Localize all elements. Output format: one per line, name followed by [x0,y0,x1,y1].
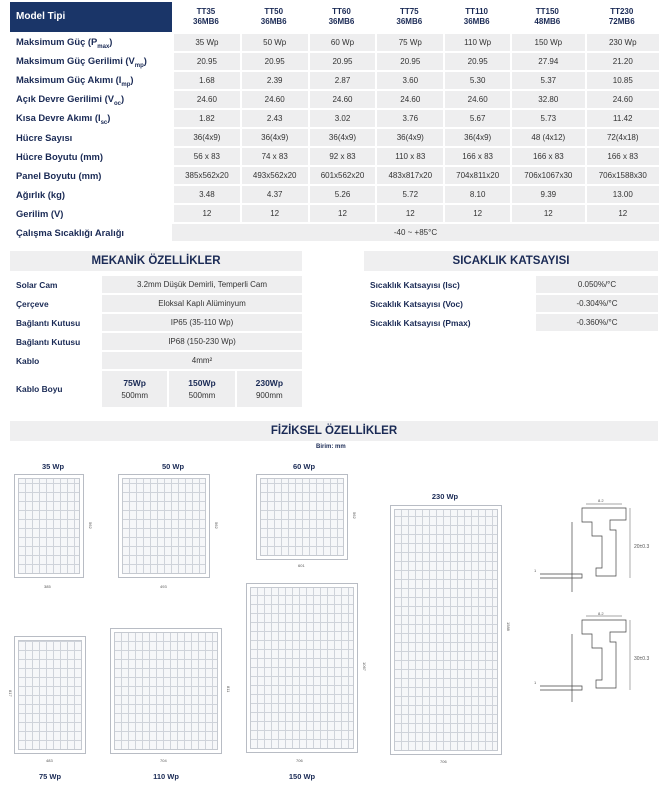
spec-row [10,129,659,146]
spec-cell: 3.02 [308,110,376,127]
sicaklik-label: Sıcaklık Katsayısı (Isc) [370,279,460,290]
panel-150-width: 706 [296,758,303,763]
spec-cell: 2.87 [308,72,376,89]
model-header: TT110 36MB6 [443,2,510,32]
spec-cell: 20.95 [443,53,510,70]
profile-top-c: 1 [534,568,537,573]
spec-row [10,186,659,203]
spec-cell: 11.42 [585,110,659,127]
spec-cell: 13.00 [585,186,659,203]
sicaklik-value: -0.360%/°C [536,314,658,331]
spec-cell: 20.95 [308,53,376,70]
mekanik-row [10,352,302,369]
panel-35-drawing [14,474,84,578]
panel-60-width: 601 [298,563,305,568]
spec-cell: 166 x 83 [443,148,510,165]
panel-75-label: 75 Wp [38,772,62,781]
kablo-cell: 75Wp 500mm [121,378,148,400]
sicaklik-label: Sıcaklık Katsayısı (Pmax) [370,317,471,328]
spec-row-label: Ağırlık (kg) [10,186,172,203]
spec-cell: 36(4x9) [240,129,308,146]
kablo-boyu-values [102,371,302,407]
mekanik-row [10,333,302,350]
spec-row-label: Maksimum Güç $(P_{max})$ [10,34,172,51]
profile-top-b: 20±0.3 [634,544,650,550]
spec-cell: 706x1588x30 [585,167,659,184]
spec-cell: 10.85 [585,72,659,89]
model-header: TT230 72MB6 [585,2,659,32]
spec-cell: 1.82 [172,110,240,127]
spec-cell: 36(4x9) [308,129,376,146]
spec-cell: 8.10 [443,186,510,203]
spec-cell: 5.73 [510,110,584,127]
mekanik-title: MEKANİK ÖZELLİKLER [10,251,302,271]
spec-cell: 12 [443,205,510,222]
spec-row [10,91,659,108]
spec-cell: 24.60 [585,91,659,108]
panel-150-height: 1067 [362,662,367,671]
spec-row-label: Maksimum Güç Akımı $(I_{mp})$ [10,72,172,89]
mekanik-section [10,276,302,409]
spec-cell: 5.72 [375,186,443,203]
panel-60-label: 60 Wp [292,462,316,471]
mekanik-value: 4mm² [102,352,302,369]
panel-230-label: 230 Wp [431,492,459,501]
panel-60-drawing [256,474,348,560]
spec-cell: 12 [510,205,584,222]
spec-cell: 166 x 83 [585,148,659,165]
frame-profile-top-drawing [530,496,658,604]
spec-cell: 35 Wp [172,34,240,51]
spec-cell: 21.20 [585,53,659,70]
spec-cell: 24.60 [308,91,376,108]
spec-cell: 2.39 [240,72,308,89]
spec-cell: 5.26 [308,186,376,203]
panel-50-width: 493 [160,584,167,589]
spec-row-label: Gerilim (V) [10,205,172,222]
spec-cell: 12 [308,205,376,222]
spec-cell: 5.37 [510,72,584,89]
profile-top-a: 8.2 [598,498,604,503]
spec-cell: 24.60 [172,91,240,108]
mekanik-value: IP68 (150-230 Wp) [102,333,302,350]
kablo-cell: 150Wp 500mm [167,371,234,407]
mekanik-label: Solar Cam [16,279,58,290]
fiziksel-title: FİZİKSEL ÖZELLİKLER [10,421,658,441]
spec-row [10,34,659,51]
spec-cell: 5.67 [443,110,510,127]
spec-row [10,167,659,184]
spec-row-label: Hücre Sayısı [10,129,172,146]
spec-cell: 12 [172,205,240,222]
spec-cell: 74 x 83 [240,148,308,165]
frame-profile-bottom-drawing [530,610,658,706]
model-type-header: Model Tipi [10,2,172,32]
panel-75-drawing [14,636,86,754]
panel-230-width: 706 [440,759,447,764]
sicaklik-value: -0.304%/°C [536,295,658,312]
model-header: TT60 36MB6 [308,2,376,32]
temp-range-value: -40 ~ +85°C [172,224,659,241]
spec-cell: 601x562x20 [308,167,376,184]
panel-60-height: 562 [352,512,357,519]
spec-row-label: Hücre Boyutu (mm) [10,148,172,165]
spec-cell: 483x817x20 [375,167,443,184]
mekanik-row [10,314,302,331]
panel-110-width: 704 [160,758,167,763]
panel-35-height: 562 [88,522,93,529]
mekanik-value: Eloksal Kaplı Alüminyum [102,295,302,312]
spec-row [10,53,659,70]
panel-35-label: 35 Wp [41,462,65,471]
model-header: TT75 36MB6 [375,2,443,32]
profile-bottom-a: 8.2 [598,611,604,616]
spec-cell: 24.60 [240,91,308,108]
temp-range-label: Çalışma Sıcaklığı Aralığı [10,224,172,241]
spec-cell: 24.60 [443,91,510,108]
spec-cell: 56 x 83 [172,148,240,165]
spec-cell: 12 [585,205,659,222]
spec-cell: 72(4x18) [585,129,659,146]
spec-cell: 32.80 [510,91,584,108]
spec-cell: 706x1067x30 [510,167,584,184]
units-note: Birim: mm [316,444,346,450]
spec-row-label: Açık Devre Gerilimi $(V_{oc})$ [10,91,172,108]
spec-cell: 20.95 [240,53,308,70]
panel-75-width: 483 [46,758,53,763]
panel-230-drawing [390,505,502,755]
panel-150-drawing [246,583,358,753]
spec-row-temp [10,224,659,241]
mekanik-label: Bağlantı Kutusu [16,336,81,347]
spec-cell: 5.30 [443,72,510,89]
spec-cell: 166 x 83 [510,148,584,165]
panel-50-drawing [118,474,210,578]
spec-table [10,0,659,243]
spec-cell: 230 Wp [585,34,659,51]
spec-cell: 36(4x9) [443,129,510,146]
panel-110-height: 811 [226,686,231,693]
panel-35-width: 385 [44,584,51,589]
spec-cell: 3.48 [172,186,240,203]
spec-cell: 12 [375,205,443,222]
spec-row-label: Panel Boyutu (mm) [10,167,172,184]
panel-50-label: 50 Wp [161,462,185,471]
spec-cell: 92 x 83 [308,148,376,165]
model-header: TT150 48MB6 [510,2,584,32]
spec-cell: 20.95 [172,53,240,70]
panel-150-label: 150 Wp [288,772,316,781]
mekanik-value: 3.2mm Düşük Demirli, Temperli Cam [102,276,302,293]
sicaklik-section [364,276,658,333]
mekanik-label: Kablo [16,355,40,366]
spec-cell: 4.37 [240,186,308,203]
spec-cell: 60 Wp [308,34,376,51]
panel-110-label: 110 Wp [153,772,179,781]
spec-row-label: Maksimum Güç Gerilimi $(V_{mp})$ [10,53,172,70]
spec-cell: 385x562x20 [172,167,240,184]
spec-row [10,148,659,165]
spec-cell: 36(4x9) [375,129,443,146]
sicaklik-label: Sıcaklık Katsayısı (Voc) [370,298,463,309]
spec-cell: 50 Wp [240,34,308,51]
spec-cell: 36(4x9) [172,129,240,146]
spec-cell: 3.60 [375,72,443,89]
spec-cell: 48 (4x12) [510,129,584,146]
sicaklik-title: SICAKLIK KATSAYISI [364,251,658,271]
sicaklik-row [364,276,658,293]
mekanik-row [10,276,302,293]
kablo-cell: 230Wp 900mm [235,371,302,407]
mekanik-label: Çerçeve [16,298,49,309]
spec-row [10,72,659,89]
spec-cell: 9.39 [510,186,584,203]
spec-cell: 704x811x20 [443,167,510,184]
spec-cell: 27.94 [510,53,584,70]
mekanik-row [10,295,302,312]
spec-cell: 20.95 [375,53,443,70]
sicaklik-row [364,314,658,331]
spec-row [10,110,659,127]
panel-50-height: 562 [214,522,219,529]
kablo-boyu-row [10,371,302,407]
spec-cell: 2.43 [240,110,308,127]
spec-cell: 75 Wp [375,34,443,51]
sicaklik-row [364,295,658,312]
panel-75-height: 817 [8,690,13,697]
panel-230-height: 1588 [506,622,511,631]
spec-cell: 1.68 [172,72,240,89]
sicaklik-value: 0.050%/°C [536,276,658,293]
spec-cell: 3.76 [375,110,443,127]
mekanik-value: IP65 (35-110 Wp) [102,314,302,331]
spec-cell: 24.60 [375,91,443,108]
profile-bottom-b: 30±0.3 [634,656,650,662]
spec-cell: 493x562x20 [240,167,308,184]
spec-cell: 110 x 83 [375,148,443,165]
mekanik-label: Bağlantı Kutusu [16,317,81,328]
kablo-boyu-label: Kablo Boyu [16,384,63,394]
spec-cell: 150 Wp [510,34,584,51]
profile-bottom-c: 1 [534,680,537,685]
model-header: TT50 36MB6 [240,2,308,32]
spec-cell: 12 [240,205,308,222]
model-header: TT35 36MB6 [172,2,240,32]
spec-row-label: Kısa Devre Akımı $(I_{sc})$ [10,110,172,127]
spec-cell: 110 Wp [443,34,510,51]
spec-row [10,205,659,222]
panel-110-drawing [110,628,222,754]
